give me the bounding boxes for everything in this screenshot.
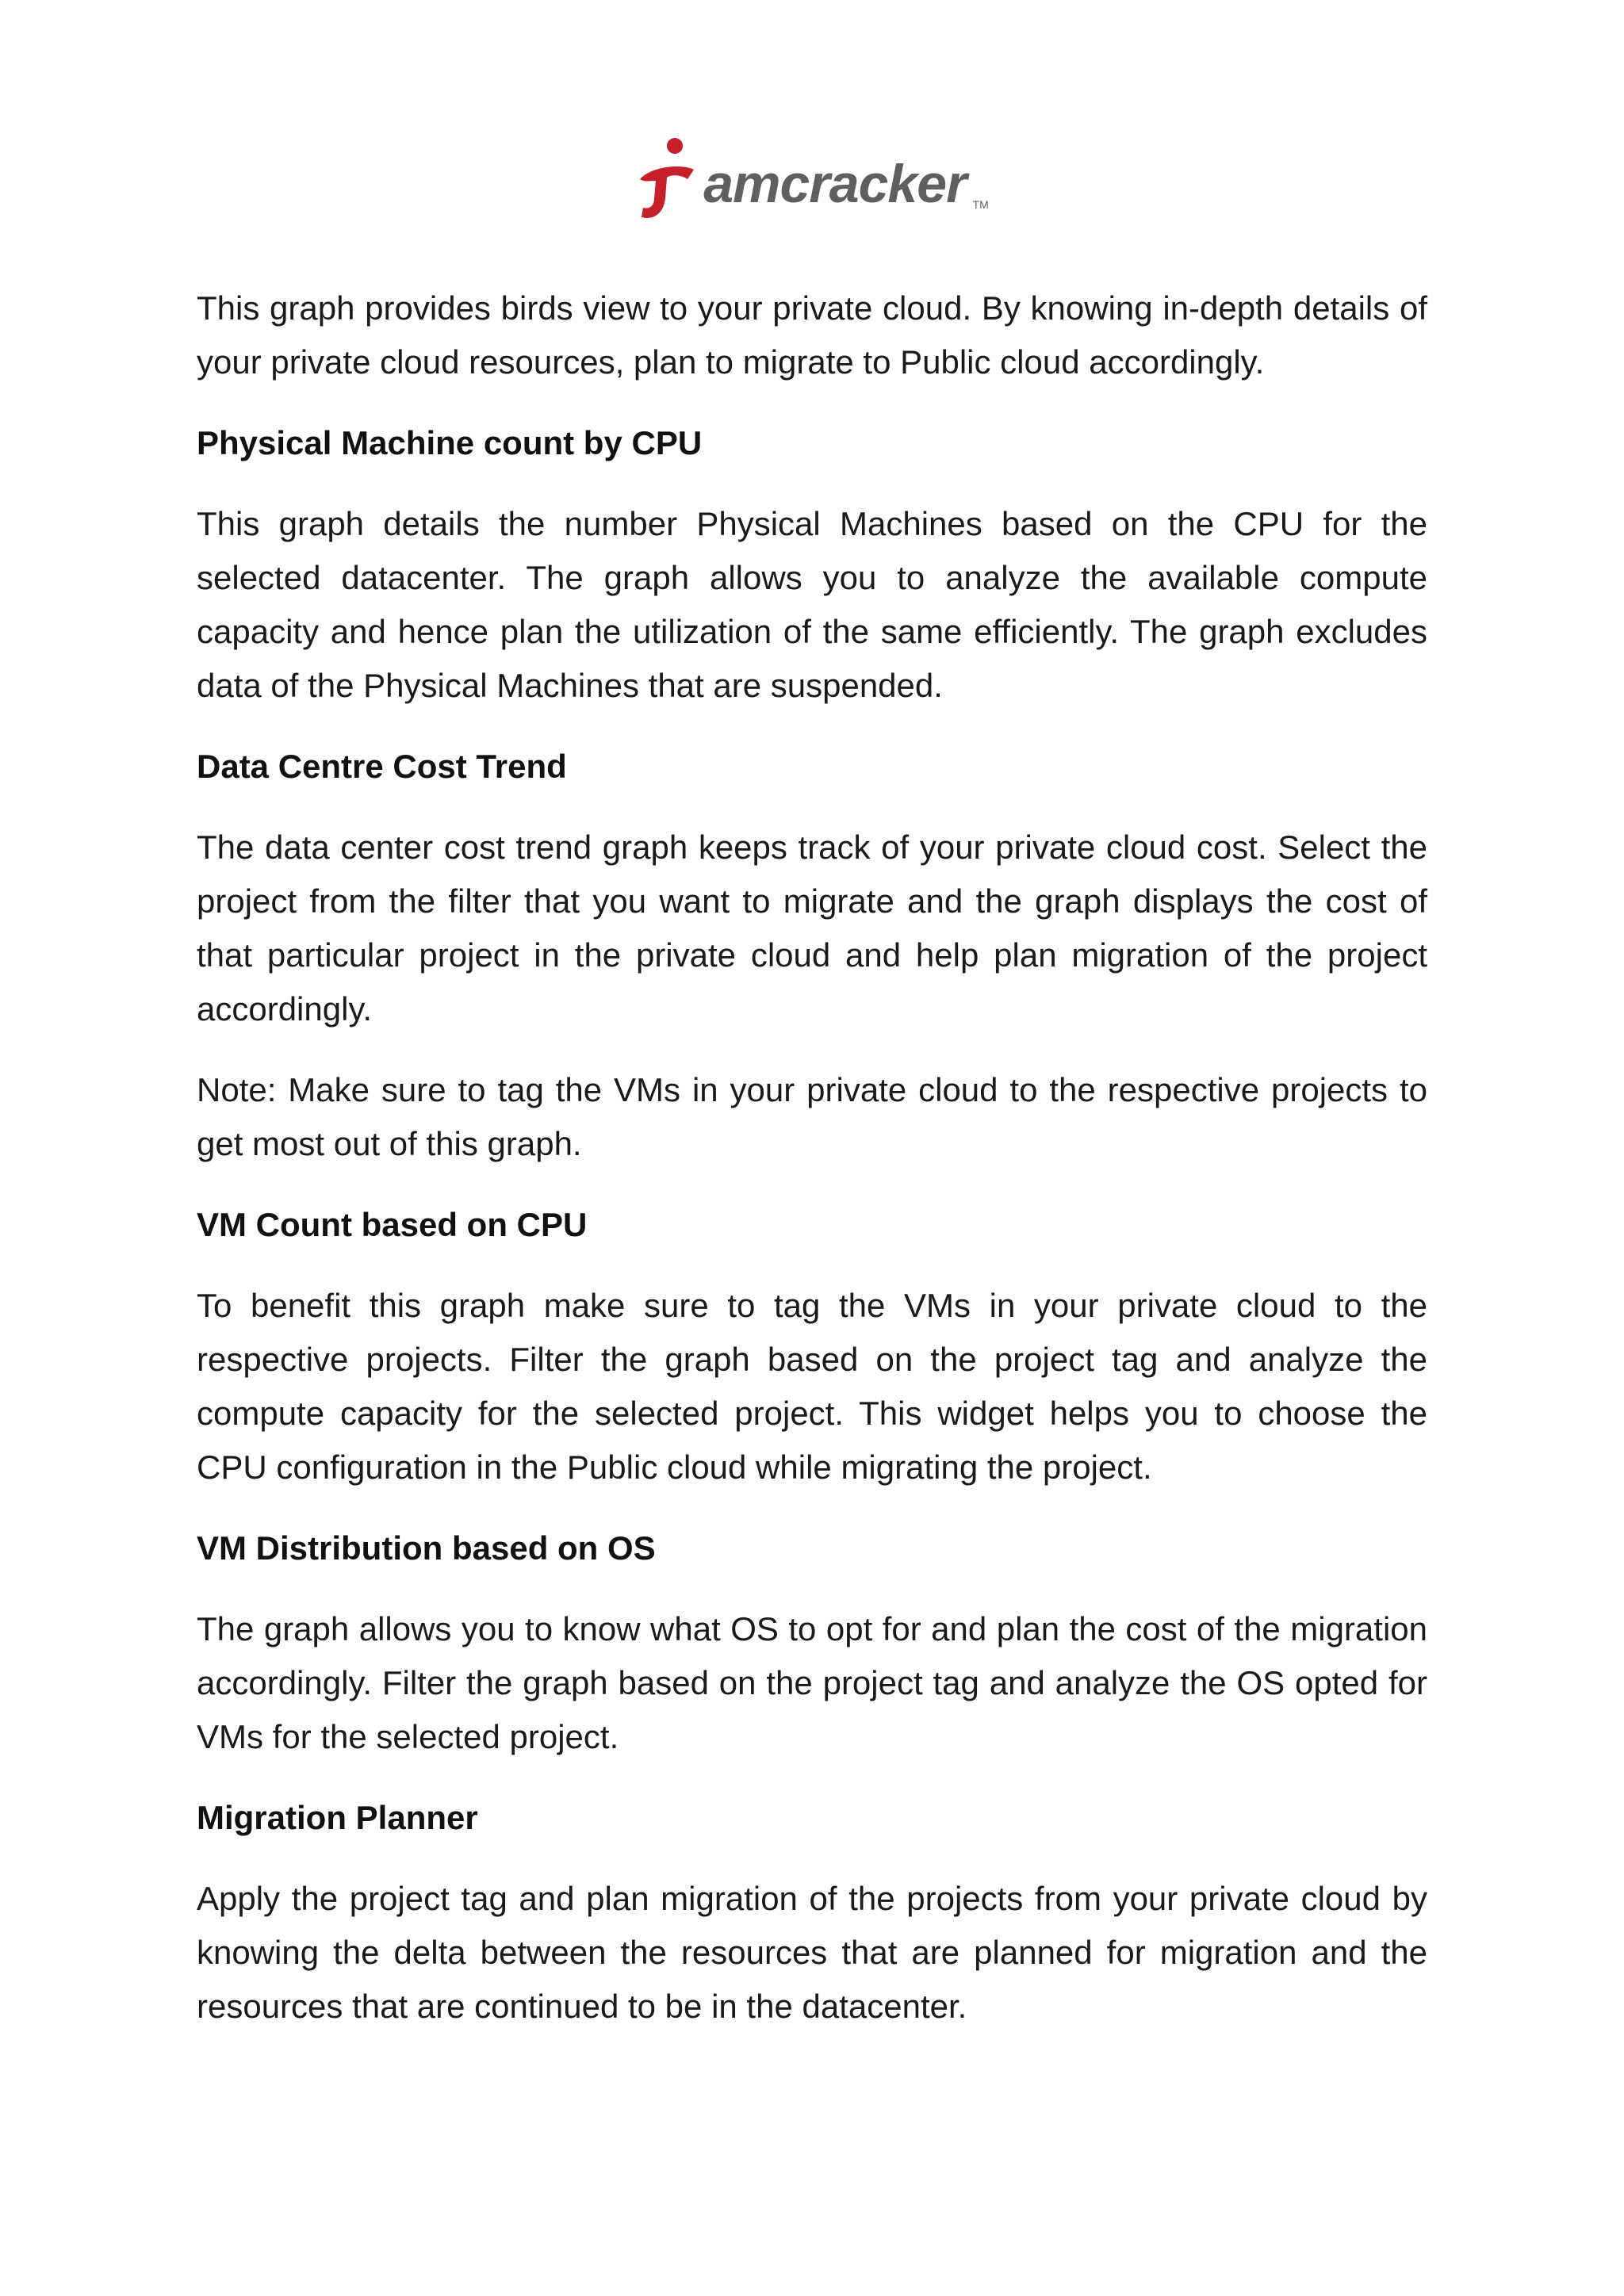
section-paragraph: This graph details the number Physical Machines based on the CPU for the selected datacenter. The graph allows you to analyze the available compute capacity and hence plan the utilization of the same efficiently. The graph excludes data of the Physical Machines that are suspended. [197, 505, 1427, 704]
logo-group [635, 135, 989, 222]
section-paragraph: The graph allows you to know what OS to opt for and plan the cost of the migration accordingly. Filter the graph based on the project tag and analyze the OS opted for VMs for the selected project. [197, 1610, 1427, 1755]
logo-mark-icon [635, 135, 699, 222]
logo-trademark: TM [972, 198, 989, 211]
intro-paragraph: This graph provides birds view to your private cloud. By knowing in-depth details of your private cloud resources, plan to migrate to Public cloud accordingly. [197, 289, 1427, 381]
jamcracker-logo [0, 119, 1624, 222]
section-heading-vm-count-cpu: VM Count based on CPU [197, 1206, 588, 1243]
section-heading-physical-machine-count: Physical Machine count by CPU [197, 424, 703, 461]
section-paragraph: To benefit this graph make sure to tag the VMs in your private cloud to the respective projects. Filter the graph based on the project tag and analyze the compute capacity for the selected project. This widget helps you to choose the CPU configuration in the Public cloud while migrating the project. [197, 1287, 1427, 1486]
section-heading-vm-distribution-os: VM Distribution based on OS [197, 1529, 656, 1567]
section-heading-migration-planner: Migration Planner [197, 1799, 478, 1836]
section-heading-data-centre-cost-trend: Data Centre Cost Trend [197, 748, 567, 785]
document-body [197, 281, 1427, 2061]
note-paragraph: Note: Make sure to tag the VMs in your private cloud to the respective projects to get most out of this graph. [197, 1071, 1427, 1162]
section-paragraph: Apply the project tag and plan migration of the projects from your private cloud by knowing the delta between the resources that are planned for migration and the resources that are continued to be in the datacenter. [197, 1880, 1427, 2025]
logo-text: amcracker [703, 154, 967, 214]
section-paragraph: The data center cost trend graph keeps track of your private cloud cost. Select the project from the filter that you want to migrate and the graph displays the cost of that particular project in the private cloud and help plan migration of the project accordingly. [197, 828, 1427, 1027]
